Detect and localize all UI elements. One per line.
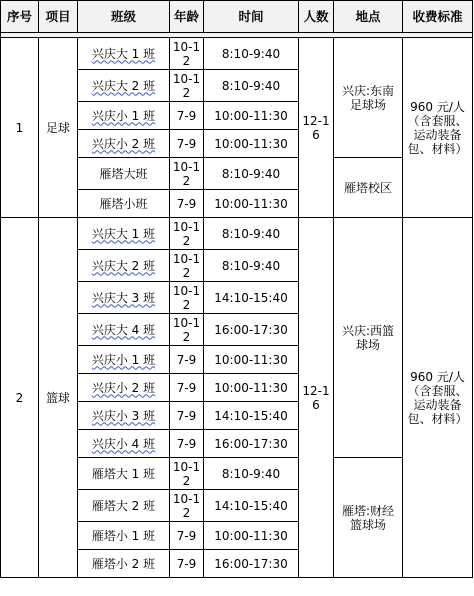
time-cell: 14:10-15:40 — [204, 402, 299, 430]
class-cell: 雁塔小 2 班 — [78, 550, 170, 578]
item-cell: 篮球 — [39, 218, 78, 578]
header-class: 班级 — [78, 1, 170, 33]
class-cell: 兴庆小 3 班 — [78, 402, 170, 430]
header-age: 年龄 — [170, 1, 204, 33]
class-cell: 兴庆小 1 班 — [78, 102, 170, 130]
time-cell: 10:00-11:30 — [204, 374, 299, 402]
age-cell: 10-12 — [170, 282, 204, 314]
seq-cell: 2 — [1, 218, 39, 578]
count-cell: 12-16 — [299, 38, 334, 218]
fee-cell: 960 元/人（含套服、运动装备包、材料） — [403, 38, 473, 218]
count-cell: 12-16 — [299, 218, 334, 578]
time-cell: 10:00-11:30 — [204, 522, 299, 550]
class-cell: 兴庆小 2 班 — [78, 130, 170, 158]
time-cell: 16:00-17:30 — [204, 314, 299, 346]
class-cell: 雁塔小班 — [78, 190, 170, 218]
class-cell: 兴庆大 1 班 — [78, 218, 170, 250]
age-cell: 7-9 — [170, 130, 204, 158]
venue-cell: 兴庆:东南足球场 — [334, 38, 403, 158]
age-cell: 7-9 — [170, 102, 204, 130]
class-cell: 兴庆小 2 班 — [78, 374, 170, 402]
header-venue: 地点 — [334, 1, 403, 33]
age-cell: 7-9 — [170, 522, 204, 550]
time-cell: 8:10-9:40 — [204, 458, 299, 490]
venue-cell: 兴庆:西篮球场 — [334, 218, 403, 458]
class-cell: 兴庆大 2 班 — [78, 250, 170, 282]
age-cell: 10-12 — [170, 218, 204, 250]
time-cell: 16:00-17:30 — [204, 430, 299, 458]
age-cell: 7-9 — [170, 190, 204, 218]
time-cell: 14:10-15:40 — [204, 490, 299, 522]
time-cell: 10:00-11:30 — [204, 102, 299, 130]
age-cell: 10-12 — [170, 38, 204, 70]
class-cell: 雁塔大班 — [78, 158, 170, 190]
age-cell: 7-9 — [170, 402, 204, 430]
time-cell: 10:00-11:30 — [204, 346, 299, 374]
time-cell: 16:00-17:30 — [204, 550, 299, 578]
time-cell: 8:10-9:40 — [204, 218, 299, 250]
time-cell: 8:10-9:40 — [204, 38, 299, 70]
time-cell: 8:10-9:40 — [204, 158, 299, 190]
time-cell: 8:10-9:40 — [204, 70, 299, 102]
class-cell: 兴庆大 1 班 — [78, 38, 170, 70]
table-row — [1, 218, 473, 250]
age-cell: 10-12 — [170, 70, 204, 102]
age-cell: 10-12 — [170, 490, 204, 522]
venue-cell: 雁塔校区 — [334, 158, 403, 218]
header-seq: 序号 — [1, 1, 39, 33]
time-cell: 10:00-11:30 — [204, 190, 299, 218]
item-cell: 足球 — [39, 38, 78, 218]
time-cell: 10:00-11:30 — [204, 130, 299, 158]
class-cell: 雁塔大 2 班 — [78, 490, 170, 522]
age-cell: 7-9 — [170, 374, 204, 402]
time-cell: 8:10-9:40 — [204, 250, 299, 282]
class-cell: 兴庆大 2 班 — [78, 70, 170, 102]
seq-cell: 1 — [1, 38, 39, 218]
venue-cell: 雁塔:财经篮球场 — [334, 458, 403, 578]
age-cell: 7-9 — [170, 430, 204, 458]
header-time: 时间 — [204, 1, 299, 33]
header-count: 人数 — [299, 1, 334, 33]
fee-cell: 960 元/人（含套服、运动装备包、材料） — [403, 218, 473, 578]
table-header-row — [1, 1, 473, 33]
age-cell: 10-12 — [170, 158, 204, 190]
class-cell: 雁塔大 1 班 — [78, 458, 170, 490]
class-cell: 兴庆大 4 班 — [78, 314, 170, 346]
age-cell: 10-12 — [170, 458, 204, 490]
table-row — [1, 38, 473, 70]
age-cell: 7-9 — [170, 550, 204, 578]
time-cell: 14:10-15:40 — [204, 282, 299, 314]
age-cell: 10-12 — [170, 250, 204, 282]
class-cell: 兴庆大 3 班 — [78, 282, 170, 314]
age-cell: 7-9 — [170, 346, 204, 374]
class-cell: 兴庆小 1 班 — [78, 346, 170, 374]
header-item: 项目 — [39, 1, 78, 33]
class-cell: 雁塔小 1 班 — [78, 522, 170, 550]
class-cell: 兴庆小 4 班 — [78, 430, 170, 458]
header-fee: 收费标准 — [403, 1, 473, 33]
age-cell: 10-12 — [170, 314, 204, 346]
